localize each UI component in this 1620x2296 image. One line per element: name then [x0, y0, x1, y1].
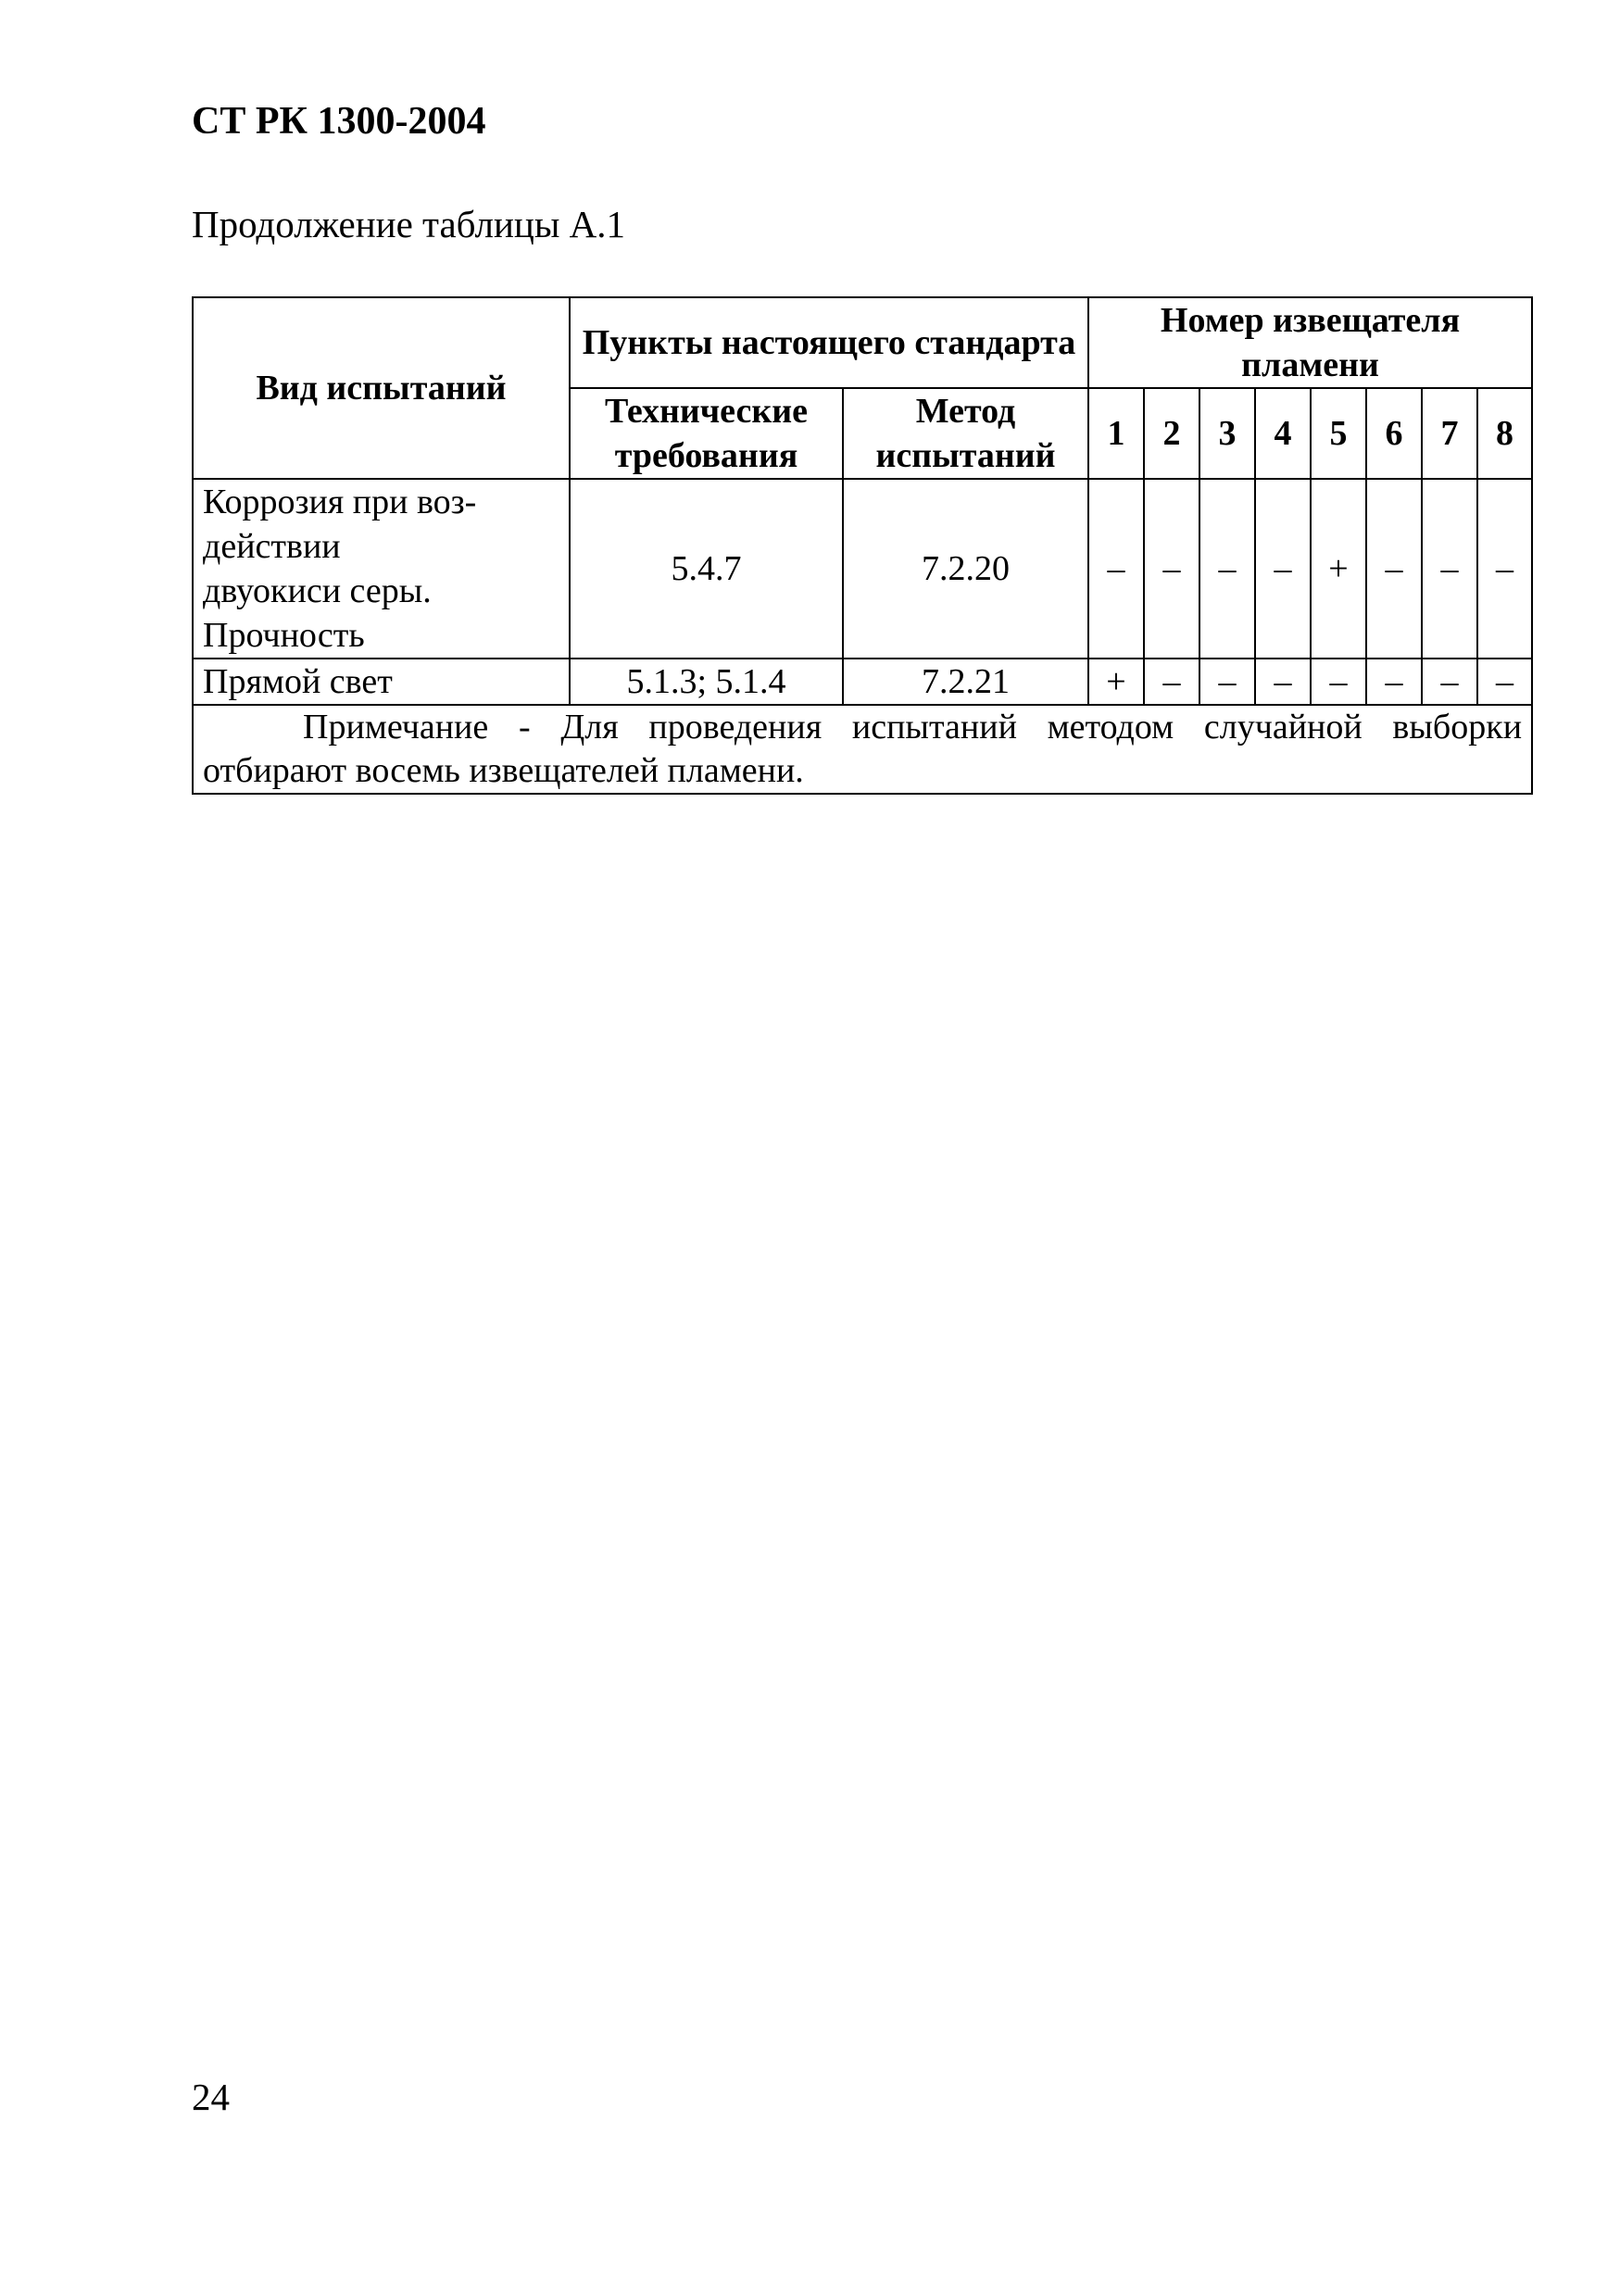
cell-mark: –: [1144, 659, 1199, 705]
header-row-1: [193, 297, 1532, 388]
cell-tech-req: 5.1.3; 5.1.4: [570, 659, 843, 705]
table-row: [193, 659, 1532, 705]
cell-mark: –: [1366, 659, 1422, 705]
cell-mark: –: [1255, 479, 1311, 659]
cell-mark: –: [1144, 479, 1199, 659]
test-type-line: Прочность: [203, 616, 365, 655]
header-test-type: Вид испытаний: [193, 297, 570, 479]
test-type-line: Коррозия при воз-: [203, 483, 477, 521]
cell-mark: +: [1088, 659, 1144, 705]
header-clauses-group: Пункты настоящего стандарта: [570, 297, 1088, 388]
cell-mark: –: [1311, 659, 1366, 705]
page-number: 24: [192, 2076, 230, 2118]
test-type-line: двуокиси серы.: [203, 571, 432, 610]
cell-mark: –: [1477, 479, 1532, 659]
header-test-method: Метод испытаний: [843, 388, 1088, 479]
test-table: [192, 296, 1533, 795]
document-code: СТ РК 1300-2004: [192, 100, 486, 143]
cell-mark: –: [1477, 659, 1532, 705]
note-text: Примечание - Для проведения испытаний методом случайной выборки отбирают восемь извещателей пламени.: [203, 708, 1523, 790]
test-type-line: Прямой свет: [203, 662, 393, 701]
cell-mark: –: [1255, 659, 1311, 705]
test-type-line: действии: [203, 527, 341, 566]
cell-test-method: 7.2.20: [843, 479, 1088, 659]
cell-mark: –: [1422, 479, 1477, 659]
cell-mark: +: [1311, 479, 1366, 659]
header-detector-1: 1: [1088, 388, 1144, 479]
cell-test-type: [193, 659, 570, 705]
cell-tech-req: 5.4.7: [570, 479, 843, 659]
cell-mark: –: [1422, 659, 1477, 705]
note-row: [193, 705, 1532, 794]
table-row: [193, 479, 1532, 659]
table-note: [193, 705, 1532, 794]
table-caption: Продолжение таблицы А.1: [192, 203, 625, 245]
cell-test-method: 7.2.21: [843, 659, 1088, 705]
header-detector-5: 5: [1311, 388, 1366, 479]
cell-test-type: [193, 479, 570, 659]
header-detector-7: 7: [1422, 388, 1477, 479]
header-detector-group: Номер извещателя пламени: [1088, 297, 1532, 388]
header-detector-3: 3: [1199, 388, 1255, 479]
header-tech-req: Технические требования: [570, 388, 843, 479]
header-detector-4: 4: [1255, 388, 1311, 479]
cell-mark: –: [1366, 479, 1422, 659]
cell-mark: –: [1199, 659, 1255, 705]
header-detector-2: 2: [1144, 388, 1199, 479]
header-detector-8: 8: [1477, 388, 1532, 479]
cell-mark: –: [1199, 479, 1255, 659]
cell-mark: –: [1088, 479, 1144, 659]
header-detector-6: 6: [1366, 388, 1422, 479]
